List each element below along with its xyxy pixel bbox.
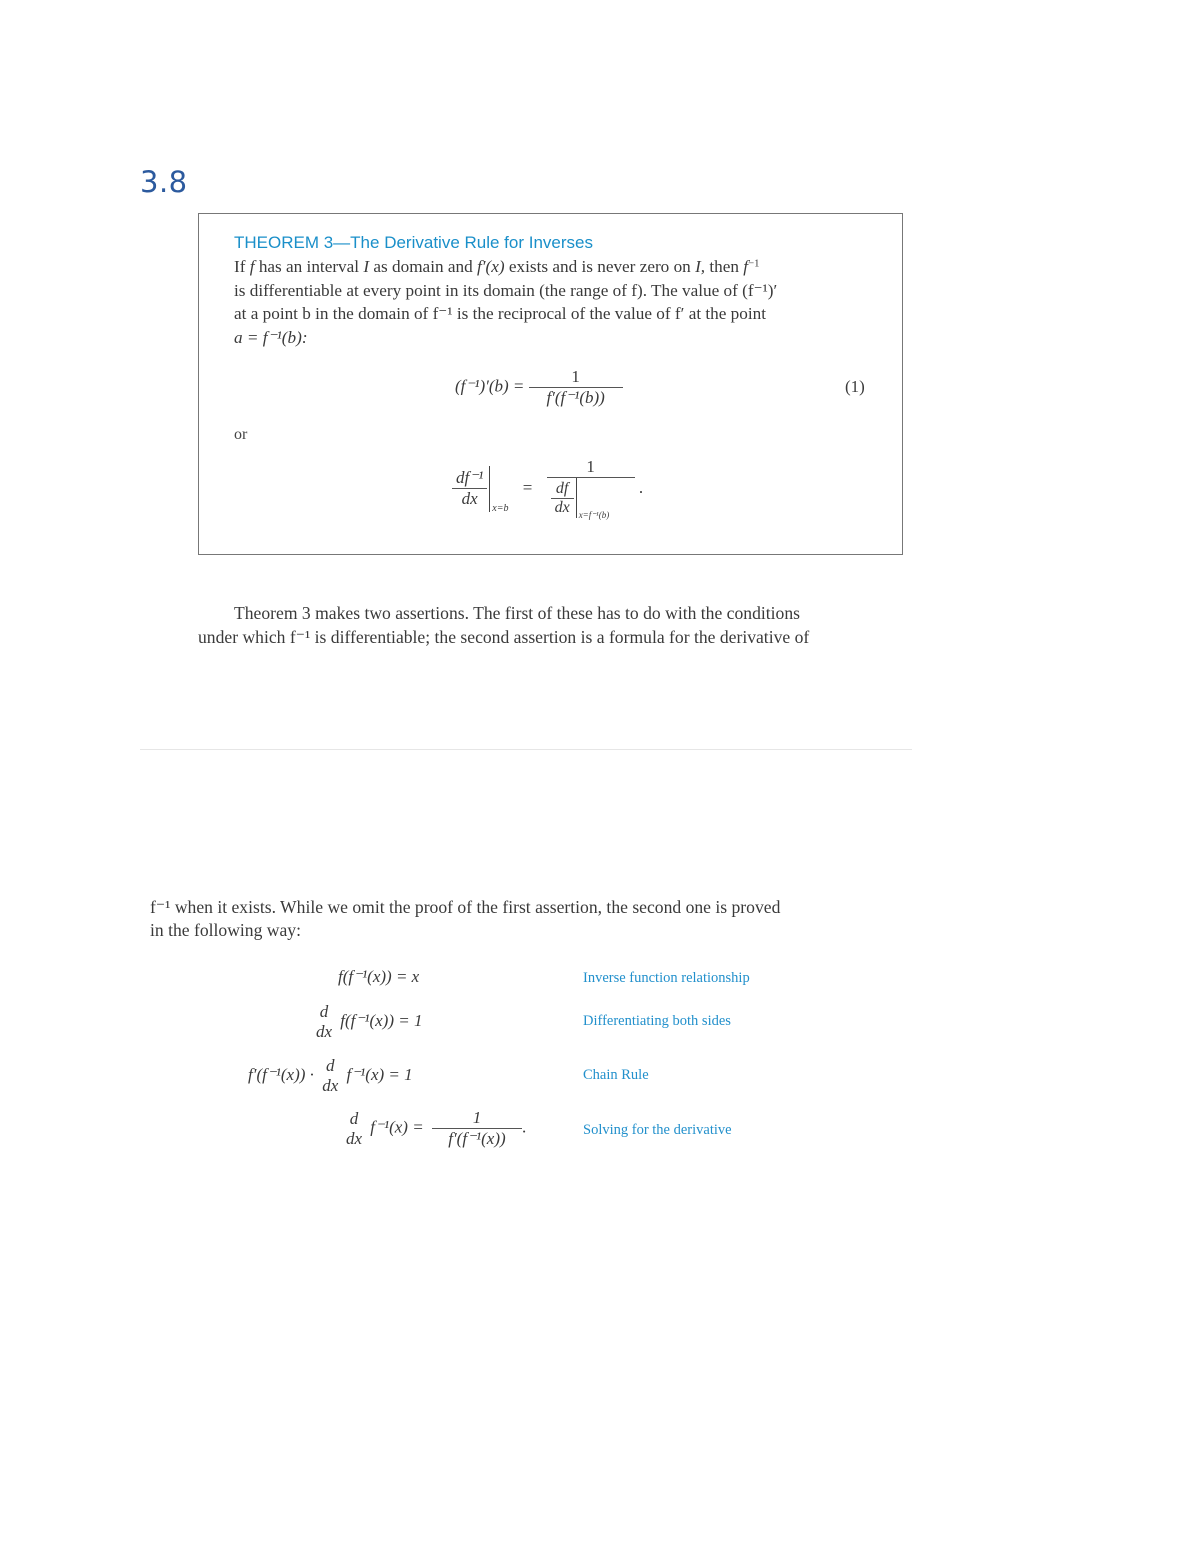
proof-step-4-note: Solving for the derivative xyxy=(583,1122,732,1138)
proof-step-1: f(f⁻¹(x)) = x xyxy=(338,967,420,986)
equation-2-fraction: 1 $\frac{df}{dx}$ $_{x=f^{-1}(b)}$ xyxy=(547,457,635,521)
theorem-title: THEOREM 3—The Derivative Rule for Inverses xyxy=(234,233,593,252)
or-label: or xyxy=(234,426,248,443)
proof-step-3-note: Chain Rule xyxy=(583,1067,649,1083)
proof-step-1-note: Inverse function relationship xyxy=(583,970,750,986)
proof-step-2: d dx f(f⁻¹(x)) = 1 xyxy=(316,1002,423,1041)
equation-2: $\frac{\text{df⁻¹}}{dx}$ $_{x=b}$ = 1 $\frac{df}{dx}$ $_{x=f^{-1}(b)}$ . xyxy=(452,457,643,521)
theorem-line-2: is differentiable at every point in its domain (the range of f). The value of (f⁻¹)′ xyxy=(234,281,778,300)
section-number: 3.8 xyxy=(140,165,188,199)
equation-1: (f⁻¹)′(b) = $\frac{1}{\text{f′(f⁻¹(b))}}$ xyxy=(455,367,623,408)
proof-step-2-note: Differentiating both sides xyxy=(583,1013,731,1029)
paragraph-1-line-2: under which f⁻¹ is differentiable; the second assertion is a formula for the derivative of xyxy=(198,627,810,647)
paragraph-2-line-1: f⁻¹ when it exists. While we omit the proof of the first assertion, the second one is proved xyxy=(150,897,781,917)
theorem-line-3: at a point b in the domain of f⁻¹ is the reciprocal of the value of f′ at the point xyxy=(234,304,767,323)
equation-number: (1) xyxy=(845,377,865,396)
page-divider xyxy=(140,749,912,750)
paragraph-2-line-2: in the following way: xyxy=(150,920,301,940)
theorem-line-4: a = f⁻¹(b): xyxy=(234,328,308,347)
proof-step-4: d dx f⁻¹(x) = $\frac{1}{\text{f′(f⁻¹(x))}}$ . xyxy=(346,1108,527,1148)
proof-step-3: f′(f⁻¹(x)) · d dx f⁻¹(x) = 1 xyxy=(248,1056,413,1095)
paragraph-1-line-1: Theorem 3 makes two assertions. The first of these has to do with the conditions xyxy=(234,603,800,623)
theorem-line-1: If f has an interval I as domain and f′(x) exists and is never zero on I, then $f^{-1}$ xyxy=(234,257,760,276)
equation-1-fraction: $\frac{1}{\text{f′(f⁻¹(b))}}$ xyxy=(529,367,623,408)
